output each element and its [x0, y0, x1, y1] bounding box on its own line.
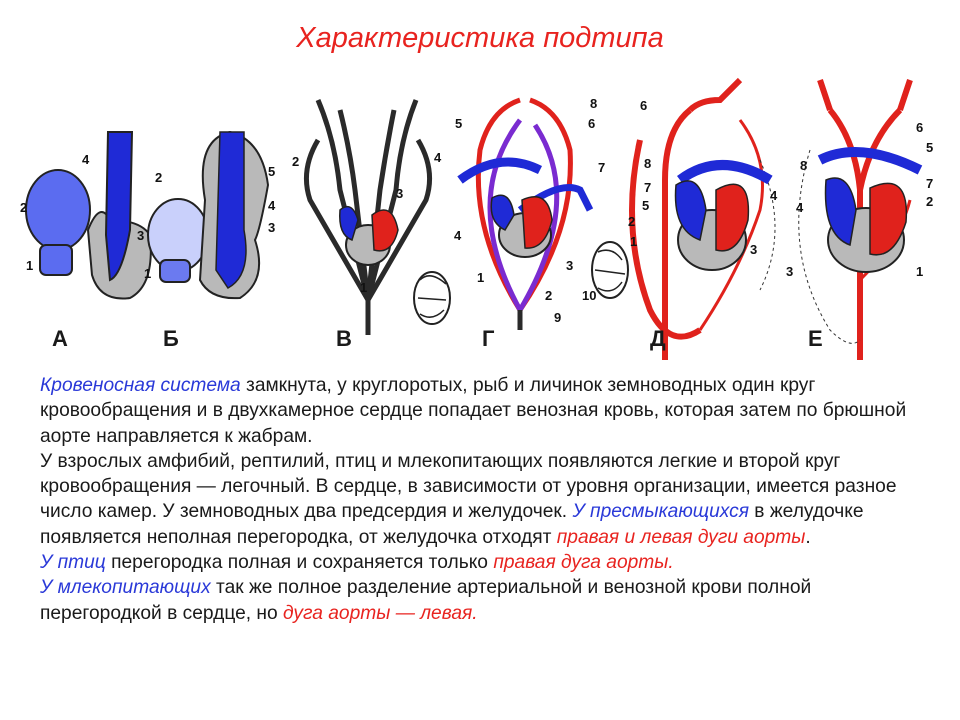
paragraph-amphibians: [40, 449, 930, 550]
birds-term: У птиц: [40, 552, 106, 574]
panel-b-num-4: 4: [268, 198, 276, 213]
panel-v-num-4: 4: [434, 150, 442, 165]
paragraph-birds: [40, 550, 930, 575]
panel-g-num-7: 7: [598, 160, 606, 175]
panel-a-sinus-stem: [40, 245, 72, 275]
panel-v-label: В: [336, 326, 352, 351]
panel-g-num-1: 1: [477, 270, 485, 285]
panel-g-label: Г: [482, 326, 495, 351]
panel-d-num-8: 8: [644, 156, 652, 171]
panel-v-num-1: 1: [360, 280, 368, 295]
panel-v-circulation-diagram: [306, 100, 450, 335]
panel-e-num-5: 5: [926, 140, 934, 155]
paragraph-amphibians-body: У взрослых амфибий, рептилий, птиц и млекопитающих появляются легкие и второй круг кровообращения — легочный. В сердце, в зависимости от уровня организации, имеется разное число камер. У земноводных два предсердия и желудочек.: [40, 450, 897, 523]
panel-g-num-8: 8: [590, 96, 598, 111]
panel-d-num-2: 2: [628, 214, 636, 229]
circulatory-systems-diagram: [0, 70, 960, 370]
paragraph-fish-body: замкнута, у круглоротых, рыб и личинок земноводных один круг кровообращения и в двухкамерное сердце попадает венозная кровь, которая затем по брюшной аорте направляется к жабрам.: [40, 375, 907, 447]
panel-a-num-3: 3: [137, 228, 145, 243]
panel-a-num-2: 2: [20, 200, 28, 215]
description-text: [40, 373, 930, 626]
panel-v-num-3: 3: [396, 186, 404, 201]
panel-e-num-3: 3: [786, 264, 794, 279]
panel-b-label: Б: [163, 326, 179, 351]
panel-g-circulation-diagram: [460, 100, 628, 330]
circulatory-system-term: Кровеносная система: [40, 375, 241, 396]
panel-d-num-6: 6: [640, 98, 648, 113]
mammals-term: У млекопитающих: [40, 577, 211, 599]
panel-b-num-1: 1: [144, 266, 152, 281]
panel-g-num-6: 6: [588, 116, 596, 131]
panel-a-sinus: [26, 170, 90, 250]
panel-a-num-4: 4: [82, 152, 90, 167]
panel-d-num-7: 7: [644, 180, 652, 195]
panel-g-num-9: 9: [554, 310, 562, 325]
panel-b-conus: [216, 132, 246, 288]
reptiles-term: У пресмыкающихся: [572, 501, 749, 523]
panel-d-label: Д: [650, 326, 666, 351]
panel-d-num-4: 4: [770, 188, 778, 203]
panel-b-num-3: 3: [268, 220, 276, 235]
panel-b-num-5: 5: [268, 164, 276, 179]
right-left-aortic-arches: правая и левая дуги аорты: [556, 526, 806, 548]
panel-b-num-2: 2: [155, 170, 163, 185]
birds-body: перегородка полная и сохраняется только: [105, 552, 494, 574]
panel-e-num-2: 2: [926, 194, 934, 209]
panel-d-num-1: 1: [630, 234, 638, 249]
paragraph-fish: [40, 373, 930, 449]
panel-e-num-4: 4: [796, 200, 804, 215]
panel-e-num-1: 1: [916, 264, 924, 279]
panel-a-label: А: [52, 326, 68, 351]
reptiles-end: .: [805, 526, 811, 548]
panel-e-num-6: 6: [916, 120, 924, 135]
paragraph-mammals: [40, 575, 930, 626]
right-aortic-arch: правая дуга аорты.: [493, 552, 674, 574]
panel-e-label: Е: [808, 326, 823, 351]
panel-b-atrium-stem: [160, 260, 190, 282]
panel-v-num-2: 2: [292, 154, 300, 169]
panel-e-circulation-diagram: [799, 80, 920, 360]
panel-a-heart-diagram: [20, 132, 151, 351]
panel-g-num-10: 10: [582, 288, 597, 303]
page-title: Характеристика подтипа: [296, 22, 664, 54]
panel-b-heart-diagram: [144, 132, 276, 351]
panel-v-arterial-ventricle: [372, 210, 398, 251]
panel-d-num-5: 5: [642, 198, 650, 213]
panel-g-num-2: 2: [545, 288, 553, 303]
panel-a-num-1: 1: [26, 258, 34, 273]
panel-e-num-8: 8: [800, 158, 808, 173]
panel-g-num-4: 4: [454, 228, 462, 243]
mammals-body: так же полное разделение артериальной и венозной крови полной перегородкой в сердце, но: [40, 577, 812, 624]
left-aortic-arch: дуга аорты — левая.: [283, 602, 478, 624]
panel-d-circulation-diagram: [632, 80, 775, 360]
panel-g-num-3: 3: [566, 258, 574, 273]
reptiles-body: в желудочке появляется неполная перегородка, от желудочка отходят: [40, 501, 864, 548]
panel-e-num-7: 7: [926, 176, 934, 191]
panel-d-num-3: 3: [750, 242, 758, 257]
panel-g-num-5: 5: [455, 116, 463, 131]
